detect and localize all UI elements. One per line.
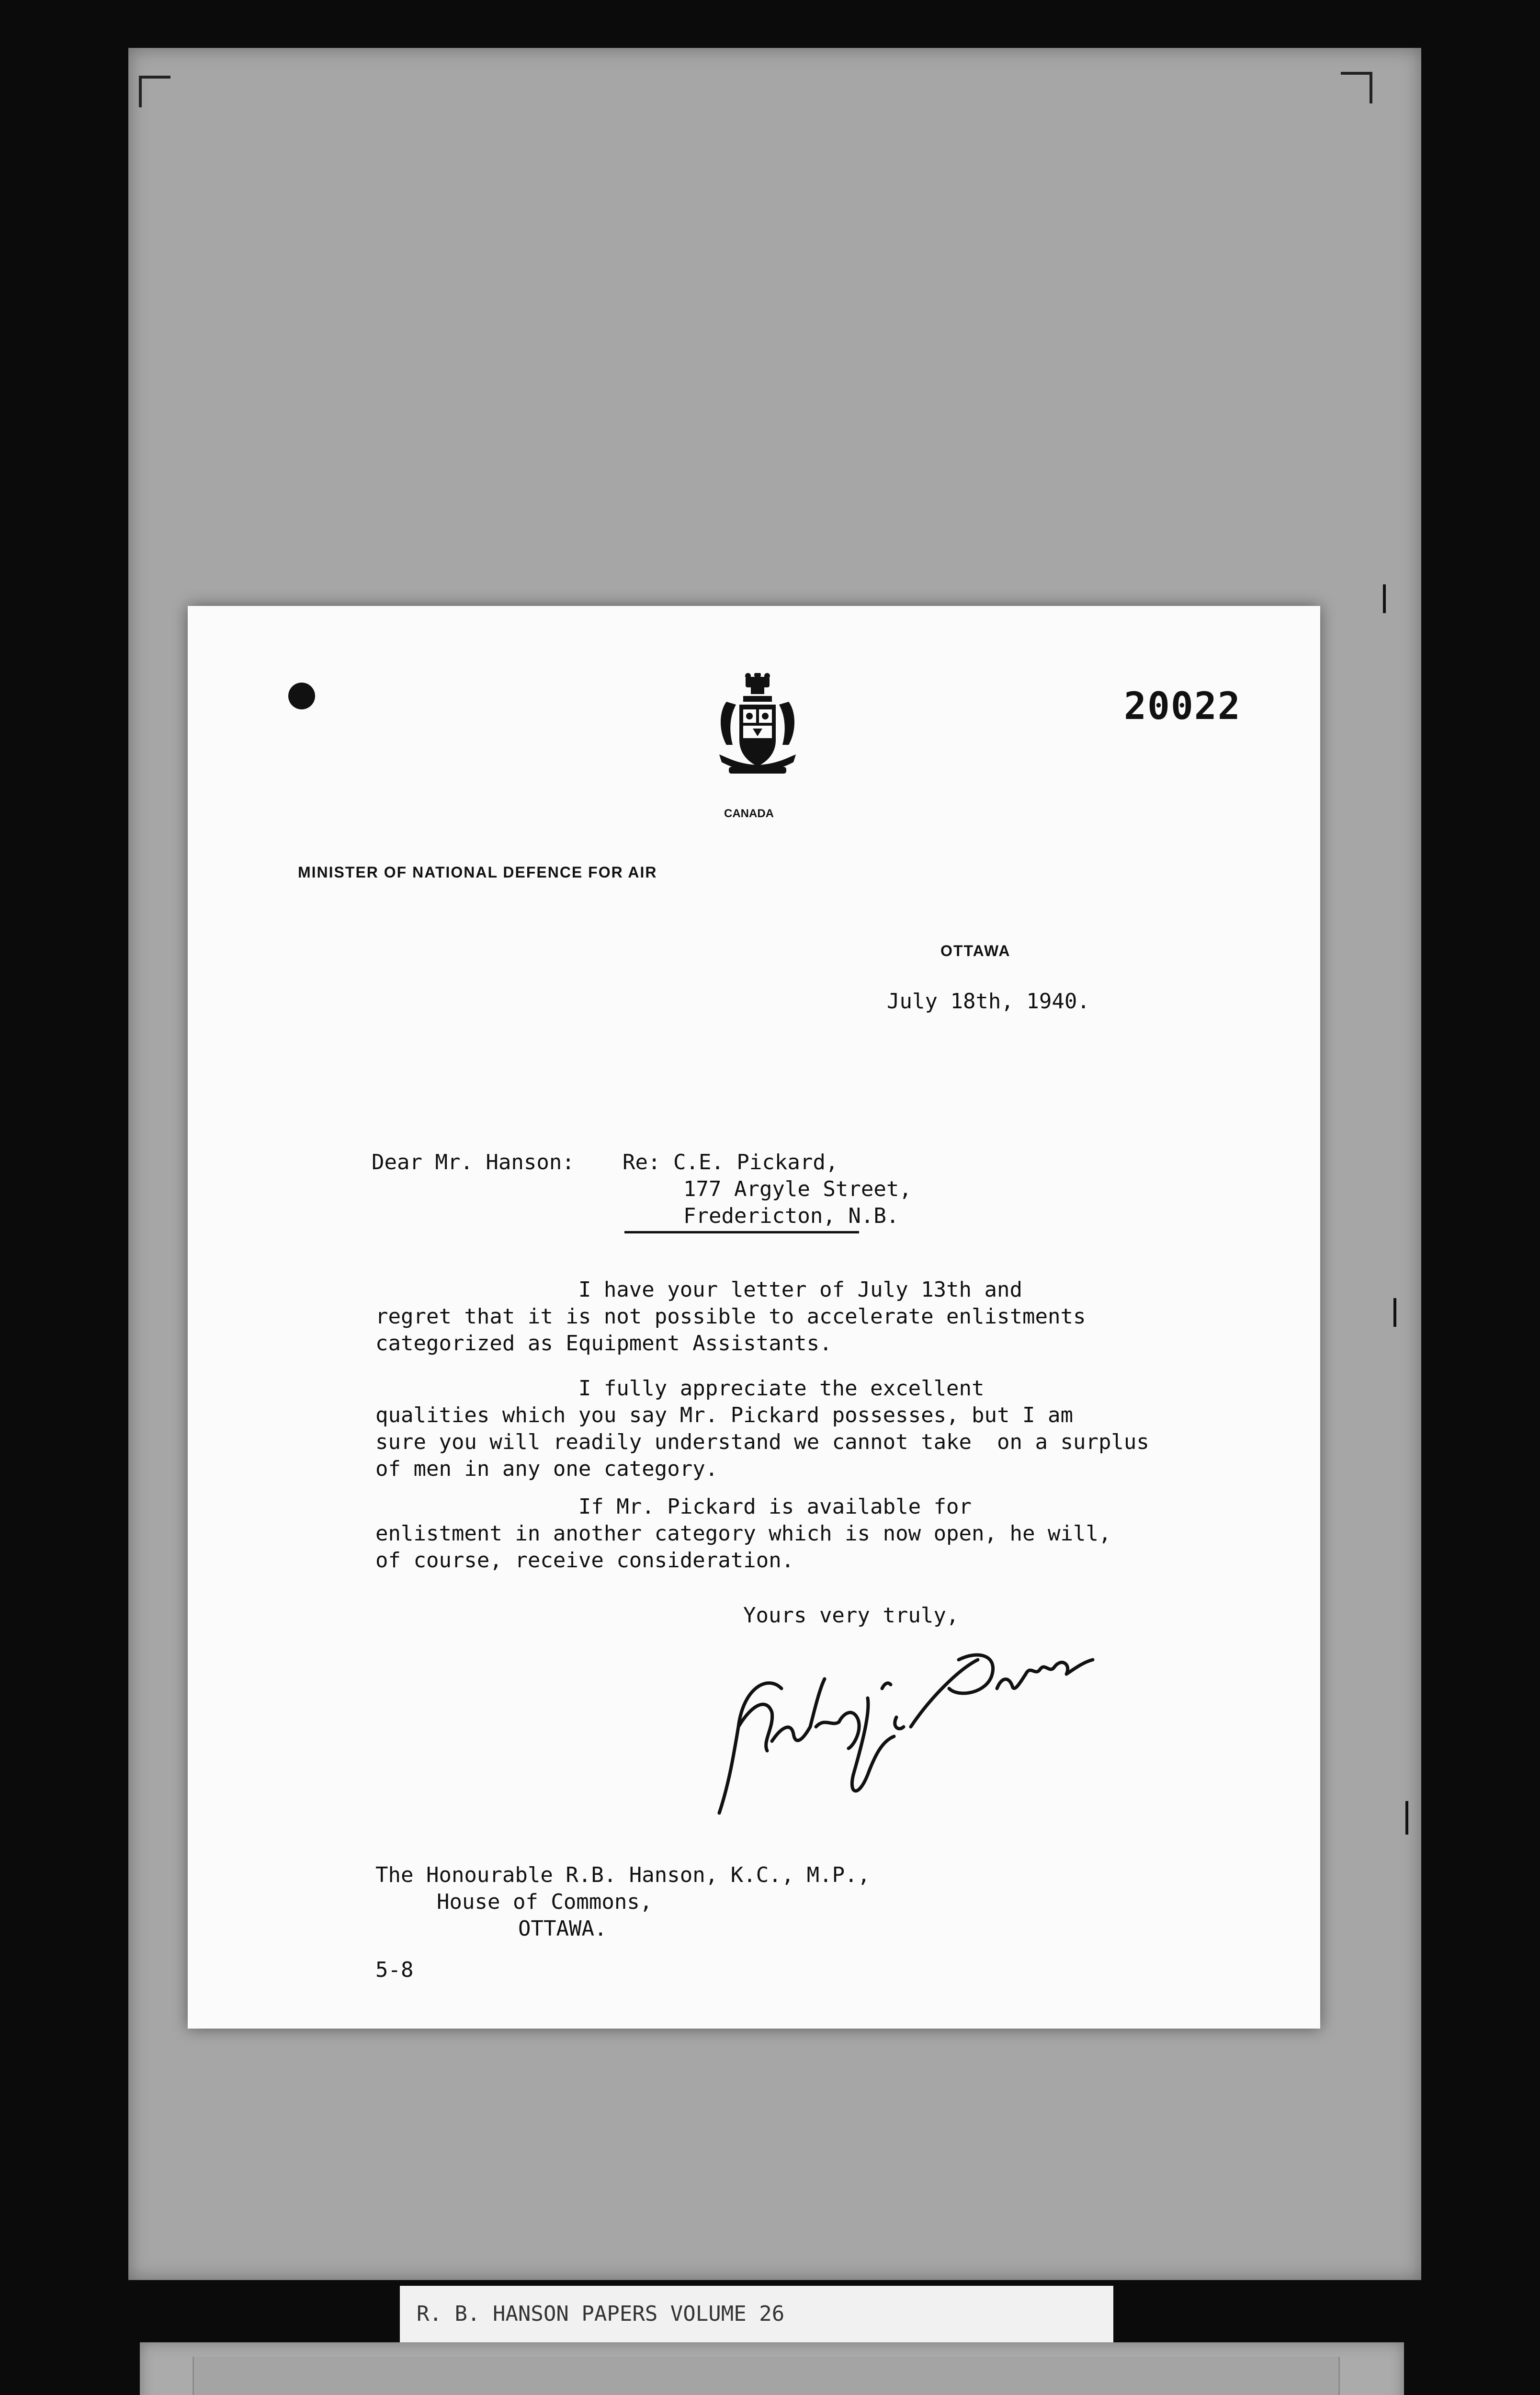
salutation: Dear Mr. Hanson:: [372, 1150, 575, 1175]
reference-code: 5-8: [375, 1958, 414, 1982]
recipient-line-2: House of Commons,: [437, 1890, 653, 1914]
file-number: 20022: [1124, 685, 1241, 728]
re-underline: [624, 1231, 859, 1233]
crest-label: CANADA: [724, 807, 774, 820]
letterhead-ministry: MINISTER OF NATIONAL DEFENCE FOR AIR: [298, 864, 657, 881]
handwritten-signature: [710, 1631, 1107, 1818]
body-paragraph-3: If Mr. Pickard is available for enlistment in another category which is now open, he will, of course, receive consideration.: [375, 1494, 1111, 1573]
recipient-line-3: OTTAWA.: [518, 1916, 607, 1941]
re-line: Re: C.E. Pickard,: [623, 1150, 838, 1175]
letterhead-city: OTTAWA: [940, 942, 1011, 959]
letter-page: [188, 606, 1320, 2029]
body-paragraph-2: I fully appreciate the excellent qualities which you say Mr. Pickard possesses, but I am sure you will readily understand we cannot take on a surplus of men in any one category.: [375, 1376, 1149, 1481]
re-address-street: 177 Argyle Street,: [683, 1177, 912, 1201]
mount-mark: [1383, 584, 1386, 613]
collection-label: R. B. HANSON PAPERS VOLUME 26: [400, 2286, 1113, 2342]
mount-corner-top-right: [1341, 72, 1372, 103]
mount-mark: [1393, 1298, 1396, 1327]
mount-corner-top-left: [139, 76, 170, 107]
closing: Yours very truly,: [743, 1603, 959, 1628]
stamp-inner-panel: [192, 2357, 1340, 2395]
letter-date: July 18th, 1940.: [887, 989, 1090, 1014]
re-address-city: Fredericton, N.B.: [683, 1204, 899, 1228]
body-paragraph-1: I have your letter of July 13th and regret that it is not possible to accelerate enlistments categorized as Equipment Assistants.: [375, 1277, 1086, 1356]
archives-stamp-card: [140, 2342, 1404, 2395]
punch-hole: [288, 683, 315, 709]
coat-of-arms-icon: [710, 673, 805, 783]
mount-mark: [1405, 1801, 1408, 1835]
recipient-name: The Honourable R.B. Hanson, K.C., M.P.,: [375, 1863, 871, 1887]
